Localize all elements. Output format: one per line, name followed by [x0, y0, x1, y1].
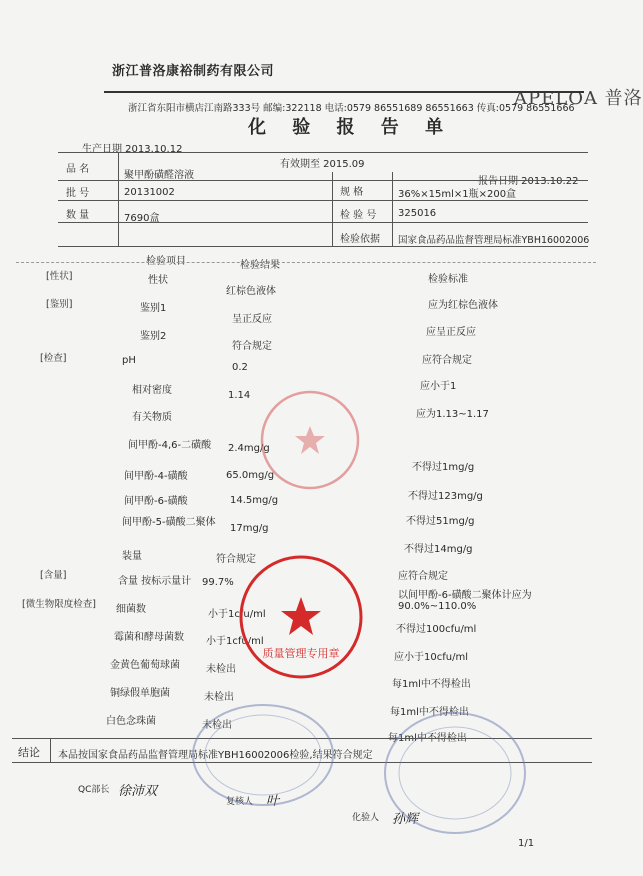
company-name: 浙江普洛康裕制药有限公司 [112, 64, 275, 79]
basis-label: 检验依据 [340, 234, 380, 245]
qty-value: 7690盒 [124, 213, 160, 224]
report-date: 报告日期 2013.10.22 [478, 176, 579, 187]
center-red-stamp [258, 388, 362, 492]
result-value: 2.4mg/g [228, 443, 270, 454]
item-label: 相对密度 [132, 385, 172, 396]
item-label: 含量 按标示量计 [118, 576, 192, 587]
standard-value: 每1ml中不得检出 [388, 733, 467, 744]
grid-line [50, 738, 51, 762]
item-label: 间甲酚-6-磺酸 [124, 496, 188, 507]
standard-value: 应小于1 [420, 381, 457, 392]
category-label: [鉴别] [46, 299, 73, 310]
spec-label: 规 格 [340, 187, 364, 198]
item-label: 装量 [122, 551, 142, 562]
result-value: 未检出 [206, 664, 236, 675]
item-label: 性状 [148, 275, 168, 286]
spec-value: 36%×15ml×1瓶×200盒 [398, 189, 517, 200]
svg-text:质量管理专用章: 质量管理专用章 [262, 647, 340, 660]
company-address: 浙江省东阳市横店江南路333号 邮编:322118 电话:0579 86551689 86551663 传真:0579 86551666 [128, 103, 575, 114]
item-label: 金黄色葡萄球菌 [110, 660, 180, 671]
standard-value: 应为红棕色液体 [428, 300, 498, 311]
page-number: 1/1 [518, 838, 535, 849]
item-label: 白色念珠菌 [106, 716, 156, 727]
bottom-red-stamp [236, 552, 366, 682]
col-item: 检验项目 [146, 256, 186, 267]
grid-line [58, 152, 588, 153]
item-label: 细菌数 [116, 604, 146, 615]
qty-label: 数 量 [66, 210, 90, 221]
expiry-date: 有效期至 2015.09 [280, 159, 365, 170]
production-date: 生产日期 2013.10.12 [82, 144, 183, 155]
blue-right-stamp [380, 708, 530, 838]
item-label: 霉菌和酵母菌数 [114, 632, 184, 643]
tester-signature: 孙辉 [392, 812, 419, 827]
batch-label: 批 号 [66, 188, 90, 199]
basis-value: 国家食品药品监督管理局标准YBH16002006 [398, 235, 590, 246]
standard-value: 每1ml中不得检出 [390, 707, 469, 718]
grid-line [332, 172, 333, 246]
grid-line [58, 200, 588, 201]
category-label: [微生物限度检查] [22, 599, 96, 610]
result-value: 红棕色液体 [226, 286, 276, 297]
item-label: 鉴别2 [140, 331, 167, 342]
category-label: [含量] [40, 570, 67, 581]
tester-label: 化验人 [352, 813, 380, 823]
category-label: [检查] [40, 353, 67, 364]
standard-value: 应小于10cfu/ml [394, 652, 468, 663]
blue-left-stamp [188, 700, 338, 810]
page-title: 化 验 报 告 单 [248, 117, 454, 138]
standard-value: 不得过1mg/g [412, 462, 475, 473]
standard-value: 不得过123mg/g [408, 491, 483, 502]
item-label: 有关物质 [132, 412, 172, 423]
item-label: 间甲酚-4-磺酸 [124, 471, 188, 482]
col-standard: 检验标准 [428, 274, 468, 285]
result-value: 0.2 [232, 362, 248, 373]
reviewer-signature: 叶 [266, 794, 280, 809]
result-value: 符合规定 [232, 341, 272, 352]
standard-value: 应为1.13~1.17 [416, 409, 489, 420]
standard-value: 不得过14mg/g [404, 544, 473, 555]
category-label: [性状] [46, 271, 73, 282]
qc-signature: 徐沛双 [118, 784, 158, 799]
standard-value: 以间甲酚-6-磺酸二聚体计应为90.0%~110.0% [398, 590, 532, 612]
item-label: 间甲酚-4,6-二磺酸 [128, 440, 212, 451]
standard-value: 每1ml中不得检出 [392, 679, 471, 690]
grid-line [392, 172, 393, 246]
item-label: 铜绿假单胞菌 [110, 688, 170, 699]
conclusion-text: 本品按国家食品药品监督管理局标准YBH16002006检验,结果符合规定 [58, 750, 373, 761]
result-value: 符合规定 [216, 554, 256, 565]
company-logo: APELOA 普洛 [514, 88, 643, 109]
qc-label: QC部长 [78, 785, 110, 795]
item-label: 鉴别1 [140, 303, 167, 314]
standard-value: 不得过100cfu/ml [396, 624, 477, 635]
product-value: 聚甲酚磺醛溶液 [124, 170, 194, 181]
reviewer-label: 复核人 [226, 797, 254, 807]
result-value: 未检出 [204, 692, 234, 703]
test-no-value: 325016 [398, 208, 437, 219]
result-value: 99.7% [202, 577, 234, 588]
item-label: 间甲酚-5-磺酸二聚体 [122, 517, 216, 528]
grid-line [118, 152, 119, 246]
grid-line [16, 262, 596, 263]
result-value: 14.5mg/g [230, 495, 279, 506]
result-value: 未检出 [202, 720, 232, 731]
col-result: 检验结果 [240, 260, 280, 271]
grid-line [58, 246, 588, 247]
item-label: pH [122, 355, 136, 366]
conclusion-label: 结论 [18, 746, 40, 759]
product-label: 品 名 [66, 164, 90, 175]
result-value: 小于1cfu/ml [206, 636, 264, 647]
result-value: 1.14 [228, 390, 251, 401]
result-value: 呈正反应 [232, 314, 272, 325]
result-value: 65.0mg/g [226, 470, 275, 481]
test-no-label: 检 验 号 [340, 210, 377, 221]
standard-value: 不得过51mg/g [406, 516, 475, 527]
header-rule [104, 91, 584, 93]
result-value: 17mg/g [230, 523, 269, 534]
batch-value: 20131002 [124, 187, 175, 198]
standard-value: 应符合规定 [422, 355, 472, 366]
result-value: 小于1cfu/ml [208, 609, 266, 620]
standard-value: 应符合规定 [398, 571, 448, 582]
standard-value: 应呈正反应 [426, 327, 476, 338]
